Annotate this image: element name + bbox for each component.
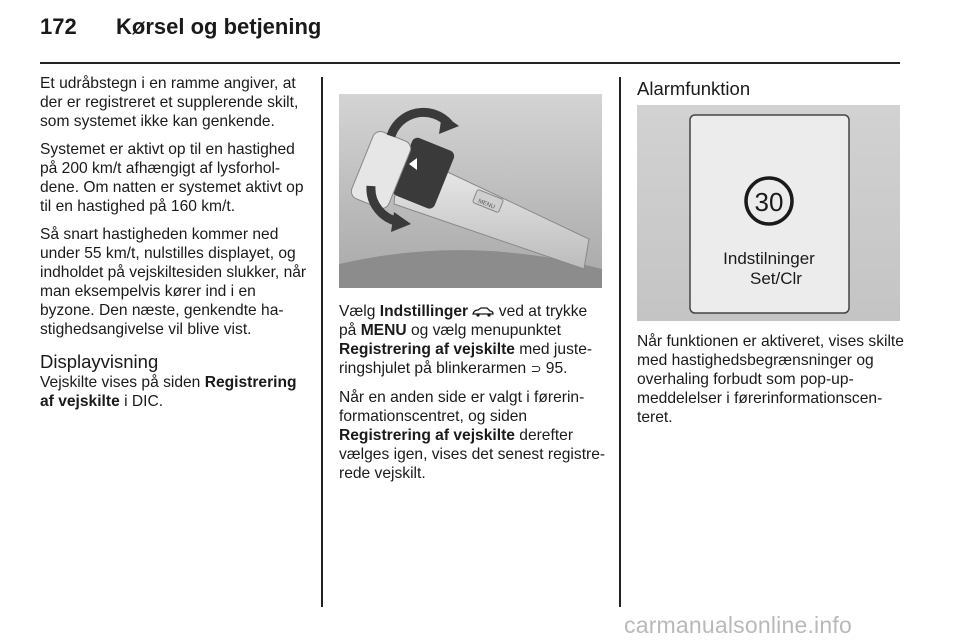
paragraph-display: Vejskilte vises på siden Registrering af vejskilte i DIC. — [40, 374, 297, 410]
column-divider-1 — [321, 77, 323, 607]
paragraph-alarm: Når funktionen er aktiveret, vises skilte med hastighedsbegrænsninger og overhaling forbudt som pop-up-meddelelser i førerinformationscenteret. — [637, 333, 904, 426]
paragraph-select-settings: Vælg Indstillinger ved at trykke på MENU og vælg menupunktet Registrering af vejskilte med justeringshjulet på blinkerarmen ⊃ 95. — [339, 303, 593, 377]
car-icon — [472, 307, 494, 317]
menu-button-label: MENU — [477, 198, 496, 211]
column-2 — [339, 302, 607, 492]
speed-sign-value: 30 — [754, 187, 784, 217]
display-label-setclr: Set/Clr — [750, 269, 802, 288]
header-rule — [40, 62, 900, 64]
paragraph-reselect: Når en anden side er valgt i førerinformationscentret, og siden Registrering af vejskilte derefter vælges igen, vises det senest registrerede vejskilt. — [339, 389, 606, 482]
page-header — [40, 14, 321, 40]
heading-alarmfunktion: Alarmfunktion — [637, 78, 751, 99]
page-title: Kørsel og betjening — [116, 14, 322, 39]
column-divider-2 — [619, 77, 621, 607]
column-1 — [40, 74, 308, 420]
speed-sign-display-illustration — [637, 105, 900, 321]
paragraph-speed-range: Systemet er aktivt op til en hastighed på 200 km/t afhængigt af lysforholdene. Om natten er systemet aktivt op til en hastighed på 160 km/t. — [40, 141, 304, 215]
watermark: carmanualsonline.info — [624, 612, 852, 638]
page-number: 172 — [40, 14, 77, 39]
lever-illustration — [339, 94, 602, 288]
heading-displayvisning: Displayvisning — [40, 351, 159, 372]
reference-arrow-icon: ⊃ — [530, 362, 542, 377]
display-label-settings: Indstilninger — [723, 249, 815, 268]
paragraph-exclamation: Et udråbstegn i en ramme angiver, at der er registreret et supplerende skilt, som systemet ikke kan genkende. — [40, 75, 299, 130]
paragraph-reset: Så snart hastigheden kommer ned under 55 km/t, nulstilles displayet, og indholdet på vejskiltesiden slukker, når man eksempelvis kører ind i en byzone. Den næste, genkendte hastighedsangivelse vil blive vist. — [40, 226, 307, 338]
